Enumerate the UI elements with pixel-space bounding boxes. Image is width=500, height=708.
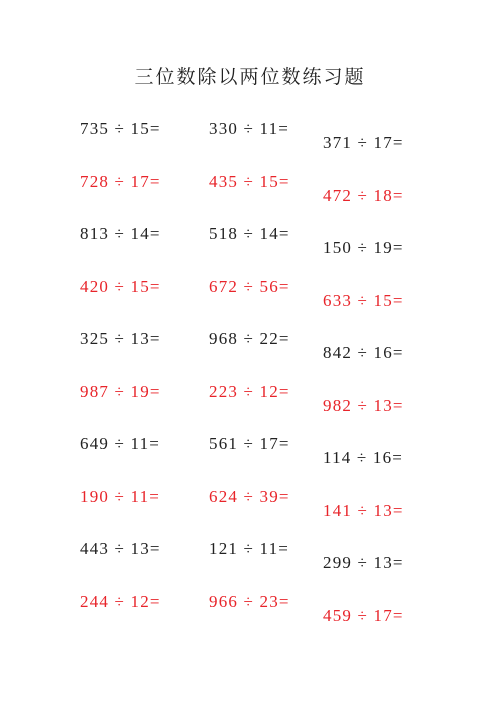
problem-column-1 [80,118,220,643]
problem-3-3: 150 ÷ 19= [323,238,404,257]
problem-3-5: 842 ÷ 16= [323,343,404,362]
problem-1-3: 813 ÷ 14= [80,224,161,243]
problem-1-7: 649 ÷ 11= [80,434,161,453]
problem-2-8: 624 ÷ 39= [209,486,290,506]
problem-3-7: 114 ÷ 16= [323,448,404,467]
problem-3-10: 459 ÷ 17= [323,605,404,625]
problem-1-6: 987 ÷ 19= [80,381,161,401]
problem-2-3: 518 ÷ 14= [209,224,290,243]
problem-2-4: 672 ÷ 56= [209,276,290,296]
problem-2-6: 223 ÷ 12= [209,381,290,401]
problem-3-1: 371 ÷ 17= [323,133,404,152]
problem-2-2: 435 ÷ 15= [209,171,290,191]
problem-3-2: 472 ÷ 18= [323,185,404,205]
problem-1-10: 244 ÷ 12= [80,591,161,611]
problem-3-8: 141 ÷ 13= [323,500,404,520]
problem-3-9: 299 ÷ 13= [323,553,404,572]
problem-2-7: 561 ÷ 17= [209,434,290,453]
problem-1-9: 443 ÷ 13= [80,539,161,558]
problem-1-2: 728 ÷ 17= [80,171,161,191]
problem-3-6: 982 ÷ 13= [323,395,404,415]
problem-2-9: 121 ÷ 11= [209,539,290,558]
problem-1-5: 325 ÷ 13= [80,329,161,348]
problem-3-4: 633 ÷ 15= [323,290,404,310]
problem-1-4: 420 ÷ 15= [80,276,161,296]
problem-1-8: 190 ÷ 11= [80,486,161,506]
problem-1-1: 735 ÷ 15= [80,119,161,138]
problem-2-5: 968 ÷ 22= [209,329,290,348]
problem-2-10: 966 ÷ 23= [209,591,290,611]
problem-column-3 [323,132,463,657]
problem-2-1: 330 ÷ 11= [209,119,290,138]
worksheet-title: 三位数除以两位数练习题 [134,66,366,88]
